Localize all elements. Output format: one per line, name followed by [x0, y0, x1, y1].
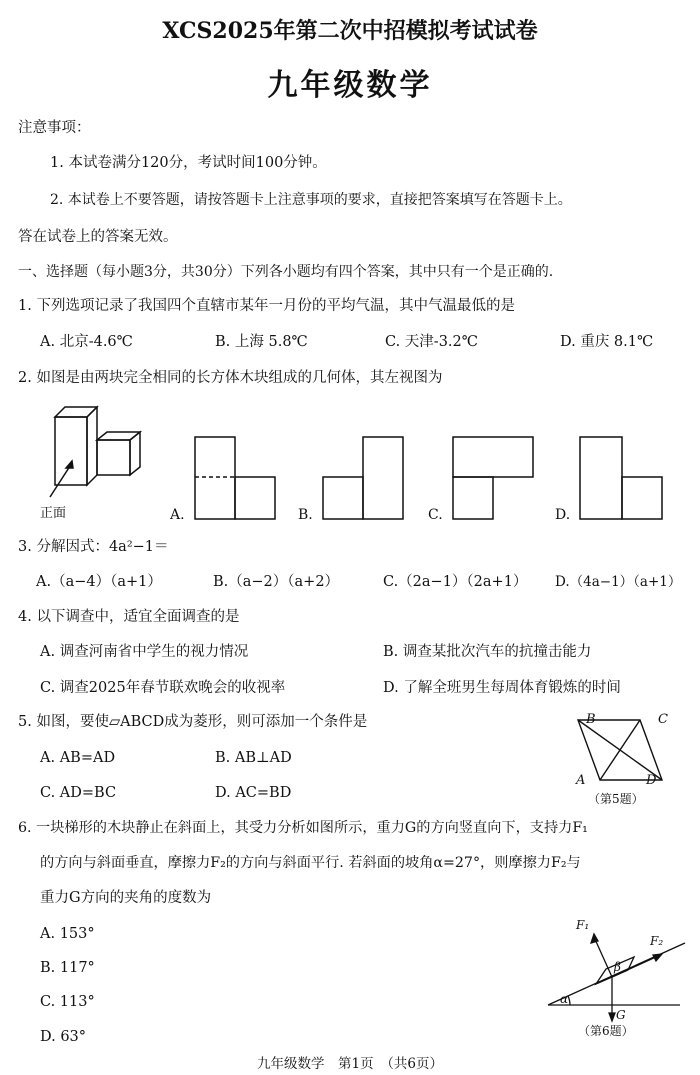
- exam-title: XCS2025年第二次中招模拟考试试卷: [162, 18, 538, 44]
- question-6-option-d[interactable]: D. 63°: [40, 1029, 87, 1045]
- notice-item-1: 1. 本试卷满分120分，考试时间100分钟。: [50, 155, 327, 171]
- view-option-d-label[interactable]: D.: [555, 507, 571, 523]
- question-5-option-b[interactable]: B. AB⊥AD: [215, 750, 292, 766]
- question-6-option-c[interactable]: C. 113°: [40, 994, 95, 1010]
- question-4-option-c[interactable]: C. 调查2025年春节联欢晚会的收视率: [40, 680, 286, 696]
- view-option-b-label[interactable]: B.: [298, 507, 313, 523]
- solid-figure: [50, 407, 140, 497]
- section-1-heading: 一、选择题（每小题3分，共30分）下列各小题均有四个答案，其中只有一个是正确的.: [18, 264, 554, 280]
- force-f2-label: F₂: [650, 934, 664, 948]
- question-6-stem-line1: 6. 一块梯形的木块静止在斜面上，其受力分析如图所示，重力G的方向竖直向下，支持力F₁: [18, 820, 588, 836]
- question-6-stem-line3: 重力G方向的夹角的度数为: [40, 890, 212, 906]
- question-1-option-a[interactable]: A. 北京-4.6℃: [40, 334, 133, 350]
- question-5-option-d[interactable]: D. AC=BD: [215, 785, 292, 801]
- vertex-b-label: B: [586, 712, 596, 727]
- question-5-stem: 5. 如图，要使▱ABCD成为菱形，则可添加一个条件是: [18, 714, 368, 730]
- question-3-option-d[interactable]: D.（4a−1）（a+1）: [555, 574, 682, 590]
- vertex-d-label: D: [646, 773, 657, 788]
- question-1-option-b[interactable]: B. 上海 5.8℃: [215, 334, 308, 350]
- figure-6-caption: （第6题）: [578, 1024, 634, 1038]
- view-option-d: [580, 437, 662, 519]
- subject-title: 九年级数学: [267, 68, 433, 103]
- page-footer: 九年级数学 第1页 （共6页）: [257, 1056, 443, 1072]
- question-5-option-a[interactable]: A. AB=AD: [40, 750, 116, 766]
- question-1-stem: 1. 下列选项记录了我国四个直辖市某年一月份的平均气温，其中气温最低的是: [18, 298, 515, 314]
- notice-heading: 注意事项：: [18, 120, 91, 136]
- question-4-option-b[interactable]: B. 调查某批次汽车的抗撞击能力: [383, 644, 592, 660]
- angle-beta-label: β: [614, 960, 621, 974]
- question-4-stem: 4. 以下调查中，适宜全面调查的是: [18, 609, 240, 625]
- force-f1-label: F₁: [576, 918, 590, 932]
- view-option-a-label[interactable]: A.: [170, 507, 185, 523]
- question-4-option-a[interactable]: A. 调查河南省中学生的视力情况: [40, 644, 249, 660]
- notice-item-2-line1: 2. 本试卷上不要答题，请按答题卡上注意事项的要求，直接把答案填写在答题卡上。: [50, 192, 572, 208]
- question-6-option-a[interactable]: A. 153°: [40, 926, 95, 942]
- view-option-b: [323, 437, 403, 519]
- question-4-option-d[interactable]: D. 了解全班男生每周体育锻炼的时间: [383, 680, 621, 696]
- question-2-figure: [0, 395, 700, 530]
- question-3-option-a[interactable]: A.（a−4）（a+1）: [36, 574, 162, 590]
- question-6-stem-line2: 的方向与斜面垂直，摩擦力F₂的方向与斜面平行. 若斜面的坡角α=27°，则摩擦力F₂与: [40, 855, 581, 871]
- force-g-label: G: [616, 1008, 626, 1022]
- question-1-option-c[interactable]: C. 天津-3.2℃: [385, 334, 478, 350]
- question-3-option-c[interactable]: C.（2a−1）（2a+1）: [383, 574, 528, 590]
- question-6-option-b[interactable]: B. 117°: [40, 960, 95, 976]
- question-5-option-c[interactable]: C. AD=BC: [40, 785, 117, 801]
- question-1-option-d[interactable]: D. 重庆 8.1℃: [560, 334, 654, 350]
- front-label: 正面: [40, 506, 67, 521]
- vertex-a-label: A: [576, 773, 586, 788]
- view-option-c: [453, 437, 533, 519]
- question-6-figure: [540, 905, 690, 1040]
- question-5-figure: [570, 708, 690, 810]
- question-2-stem: 2. 如图是由两块完全相同的长方体木块组成的几何体，其左视图为: [18, 370, 443, 386]
- question-3-stem: 3. 分解因式：4a²−1＝: [18, 539, 169, 555]
- question-3-option-b[interactable]: B.（a−2）（a+2）: [213, 574, 340, 590]
- figure-5-caption: （第5题）: [588, 792, 644, 806]
- view-option-c-label[interactable]: C.: [428, 507, 443, 523]
- view-option-a: [195, 437, 275, 519]
- angle-alpha-label: α: [560, 992, 569, 1006]
- vertex-c-label: C: [658, 712, 668, 727]
- notice-item-2-line2: 答在试卷上的答案无效。: [18, 229, 178, 245]
